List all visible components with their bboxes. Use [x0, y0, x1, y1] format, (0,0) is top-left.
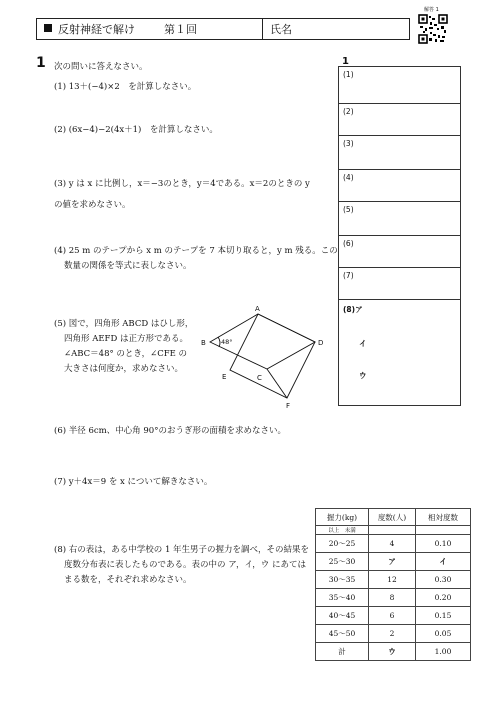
- answer-label-3: (3): [343, 139, 354, 148]
- angle-label: 48°: [221, 338, 233, 346]
- vertex-label-e: E: [222, 373, 227, 381]
- square-aefd: [230, 314, 315, 398]
- question-3-line-2: の値を求めなさい。: [54, 200, 131, 210]
- table-cell: 1.00: [416, 643, 471, 661]
- table-cell: 12: [369, 571, 416, 589]
- table-cell: 35〜40: [316, 589, 369, 607]
- question-1: (1) 13＋(−4)×2 を計算しなさい。: [54, 82, 197, 92]
- table-cell: 0.15: [416, 607, 471, 625]
- question-2: (2) (6x−4)−2(4x＋1) を計算しなさい。: [54, 125, 218, 135]
- table-cell: 計: [316, 643, 369, 661]
- question-7: (7) y＋4x＝9 を x について解きなさい。: [54, 477, 213, 487]
- vertex-label-c: C: [257, 374, 262, 382]
- answer-label-2: (2): [343, 107, 354, 116]
- answer-row-4[interactable]: [339, 169, 460, 182]
- answer-heading: 1: [342, 56, 349, 67]
- table-cell: 0.10: [416, 535, 471, 553]
- answer-label-5: (5): [343, 205, 354, 214]
- header-divider: [262, 18, 263, 40]
- question-8-line-1: (8) 右の表は，ある中学校の 1 年生男子の握力を調べ，その結果を: [54, 545, 310, 555]
- answer-label-8-u: ウ: [359, 371, 367, 380]
- qr-caption: 解答 1: [424, 7, 439, 13]
- table-header: 握力(kg): [316, 509, 369, 526]
- vertex-label-f: F: [286, 402, 291, 410]
- question-3-line-1: (3) y は x に比例し，x＝−3のとき，y＝4である。x＝2のときの y: [54, 179, 310, 189]
- question-8-line-3: まる数を，それぞれ求めなさい。: [64, 575, 192, 585]
- answer-row-7[interactable]: [339, 267, 460, 280]
- answer-label-6: (6): [343, 239, 354, 248]
- answer-label-8: (8)ア: [343, 305, 363, 314]
- table-cell: 40〜45: [316, 607, 369, 625]
- answer-row-6[interactable]: [339, 235, 460, 248]
- vertex-label-d: D: [318, 339, 324, 347]
- table-cell: 30〜35: [316, 571, 369, 589]
- table-cell: 8: [369, 589, 416, 607]
- table-row-total: [316, 643, 471, 661]
- section-number: 1: [36, 55, 46, 71]
- round-label: 第１回: [164, 23, 197, 36]
- question-6: (6) 半径 6cm、中心角 90°のおうぎ形の面積を求めなさい。: [54, 426, 286, 436]
- frequency-table: [315, 508, 471, 661]
- table-row: [316, 553, 471, 571]
- name-label: 氏名: [270, 23, 292, 36]
- answer-label-8-i: イ: [359, 339, 367, 348]
- answer-box: [338, 66, 461, 406]
- answer-row-3[interactable]: [339, 135, 460, 148]
- answer-label-7: (7): [343, 271, 354, 280]
- question-4-line-2: 数量の関係を等式に表しなさい。: [64, 261, 192, 271]
- answer-row-8[interactable]: [339, 299, 460, 405]
- table-subheader: 以上 未満: [316, 526, 369, 535]
- table-row: [316, 535, 471, 553]
- segment-cf: [267, 369, 287, 398]
- table-cell-blank-a: ア: [369, 553, 416, 571]
- section-instruction: 次の問いに答えなさい。: [54, 62, 148, 72]
- answer-row-2[interactable]: [339, 103, 460, 116]
- answer-label-1: (1): [343, 70, 354, 79]
- vertex-label-a: A: [255, 305, 260, 313]
- table-row: [316, 571, 471, 589]
- answer-label-4: (4): [343, 173, 354, 182]
- answer-row-5[interactable]: [339, 201, 460, 214]
- table-header: 度数(人): [369, 509, 416, 526]
- question-5-line-3: ∠ABC＝48° のとき，∠CFE の: [64, 349, 188, 359]
- question-8-line-2: 度数分布表に表したものである。表の中の ア，イ，ウ にあては: [64, 560, 306, 570]
- table-row: [316, 625, 471, 643]
- table-cell: 25〜30: [316, 553, 369, 571]
- table-cell: 2: [369, 625, 416, 643]
- worksheet-title: 反射神経で解け: [58, 23, 135, 36]
- table-cell: 0.30: [416, 571, 471, 589]
- qr-code-icon: [418, 14, 448, 44]
- question-5-line-4: 大きさは何度か，求めなさい。: [64, 364, 184, 374]
- table-cell: 4: [369, 535, 416, 553]
- table-row: [316, 607, 471, 625]
- table-cell: 45〜50: [316, 625, 369, 643]
- table-cell: 6: [369, 607, 416, 625]
- question-5-line-2: 四角形 AEFD は正方形である。: [64, 334, 188, 344]
- question-5-line-1: (5) 図で，四角形 ABCD はひし形，: [54, 319, 194, 329]
- question-4-line-1: (4) 25 m のテープから x m のテープを 7 本切り取ると，y m 残る。この: [54, 246, 338, 256]
- table-cell: 0.05: [416, 625, 471, 643]
- table-header: 相対度数: [416, 509, 471, 526]
- table-cell: 20〜25: [316, 535, 369, 553]
- vertex-label-b: B: [201, 339, 206, 347]
- square-bullet-icon: [44, 24, 52, 32]
- rhombus-square-figure: [190, 302, 340, 414]
- table-cell: 0.20: [416, 589, 471, 607]
- table-row: [316, 589, 471, 607]
- table-cell-blank-i: イ: [416, 553, 471, 571]
- table-cell-blank-u: ウ: [369, 643, 416, 661]
